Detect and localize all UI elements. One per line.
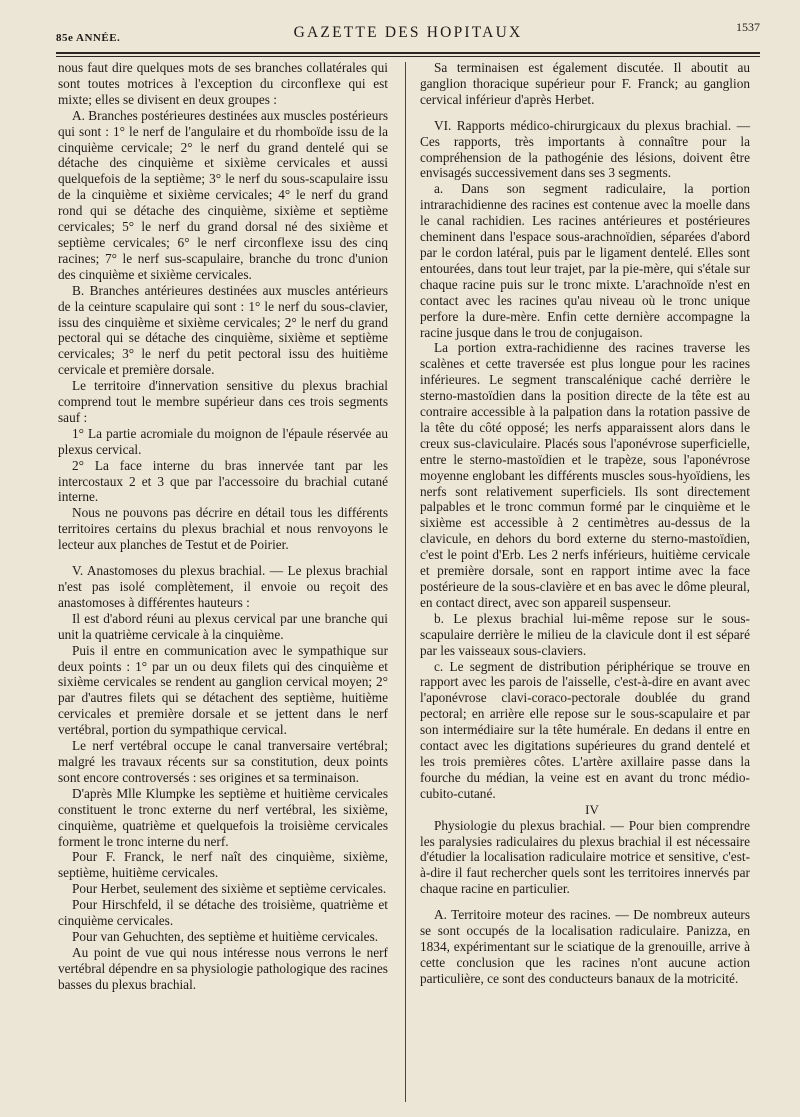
paragraph: 1° La partie acromiale du moignon de l'épaule réservée au plexus cervical.	[58, 425, 388, 457]
paragraph: La portion extra-rachidienne des racines traverse les scalènes et cette traversée est plus longue pour les racines inférieures. Le segment transcalénique caché derrière le sterno-mastoïdien dans la position directe de la tête est au contraire accessible à la palpation dans la rotation passive de la tête du côté opposé; les nerfs apparaissent alors dans le creux sus-claviculaire. Placés sous l'aponévrose superficielle, entre le sterno-mastoïdien et le trapèze, sous l'aponévrose moyenne englobant les différents muscles sous-hyoïdiens, les nerfs sont relativement superficiels. Ils sont directement palpables et le tronc commun formé par le cinquième et le sixième est accessible à 2 centimètres au-dessus de la clavicule, en dehors du bord externe du sterno-mastoïdien, c'est le point d'Erb. Les 2 nerfs inférieurs, huitième cervicale et première dorsale, sont en rapport intime avec la face postérieure de la sous-clavière et en bas avec le dôme pleural, en contact direct, avec son appareil suspenseur.	[420, 340, 750, 610]
left-column	[58, 60, 388, 993]
section-number: IV	[585, 801, 599, 817]
page-number: 1537	[736, 20, 760, 34]
right-column	[420, 60, 750, 987]
paragraph: A. Territoire moteur des racines. — De nombreux auteurs se sont occupés de la localisation radiculaire. Panizza, en 1834, expérimentant sur le sciatique de la grenouille, arrive à cette conclusion que les racines n'ont aucune action particulière, ce sont des conducteurs banaux de la motricité.	[420, 907, 750, 986]
page-header	[56, 18, 760, 52]
paragraph: B. Branches antérieures destinées aux muscles antérieurs de la ceinture scapulaire qui sont : 1° le nerf du sous-clavier, issu des cinquième et sixième cervicales; 2° le nerf du grand pectoral qui se détache des cinquième, sixième et septième cervicales; 3° le nerf du petit pectoral issu des huitième cervicale et première dorsale.	[58, 282, 388, 378]
paragraph: Pour Hirschfeld, il se détache des troisième, quatrième et cinquième cervicales.	[58, 897, 388, 929]
column-divider	[405, 62, 406, 1102]
paragraph: Le nerf vertébral occupe le canal tranversaire vertébral; malgré les travaux récents sur sa constitution, deux points sont encore controversés : ses origines et sa terminaison.	[58, 738, 388, 785]
paragraph: VI. Rapports médico-chirurgicaux du plexus brachial. — Ces rapports, très importants à connaître pour la compréhension de la pathogénie des lésions, doivent être envisagés successivement dans ses 3 segments.	[420, 117, 750, 181]
paragraph: Pour van Gehuchten, des septième et huitième cervicales.	[72, 928, 379, 944]
header-rule	[56, 52, 760, 54]
paragraph: c. Le segment de distribution périphérique se trouve en rapport avec les parois de l'aisselle, c'est-à-dire en avant avec l'aponévrose clavi-coraco-pectorale doublée du grand pectoral; en arrière elle repose sur le sous-scapulaire et par son intermédiaire sur la tête humérale. En dedans il entre en contact avec les digitations supérieures du grand dentelé et les trois premières côtes. L'artère axillaire passe dans la fourche du médian, la veine est en avant du tronc médio-cubito-cutané.	[420, 658, 750, 801]
paragraph: Pour F. Franck, le nerf naît des cinquième, sixième, septième, huitième cervicales.	[58, 849, 388, 881]
paragraph: Le territoire d'innervation sensitive du plexus brachial comprend tout le membre supérieur dans ces trois segments sauf :	[58, 378, 388, 425]
paragraph: Pour Herbet, seulement des sixième et septième cervicales.	[72, 881, 387, 897]
paragraph: A. Branches postérieures destinées aux muscles postérieurs qui sont : 1° le nerf de l'angulaire et du rhomboïde issu de la cinquième cervicale; 2° le nerf du grand dentelé qui se détache des cinquième et sixième cervicales et aussi quelquefois de la septième; 3° le nerf du sous-scapulaire issu de la cinquième et sixième cervicales; 4° le nerf du grand rond qui se détache des cinquième, sixième et septième cervicales; 5° le nerf du grand dorsal né des sixième et septième cervicales; 6° le nerf circonflexe issu des cinq racines; 7° le nerf sus-scapulaire, branche du tronc d'union des cinquième et sixième cervicales.	[58, 107, 388, 282]
edition-year: 85e ANNÉE.	[56, 32, 121, 44]
paragraph: 2° La face interne du bras innervée tant par les intercostaux 2 et 3 que par l'accessoire du brachial cutané interne.	[58, 457, 388, 505]
header-rule-thin	[56, 56, 760, 57]
paragraph: V. Anastomoses du plexus brachial. — Le plexus brachial n'est pas isolé complètement, il envoie ou reçoit des anastomoses à différentes hauteurs :	[58, 563, 388, 610]
paragraph: b. Le plexus brachial lui-même repose sur le sous-scapulaire derrière le milieu de la clavicule dont il est séparé par les vaisseaux sous-claviers.	[420, 610, 750, 658]
paragraph: Nous ne pouvons pas décrire en détail tous les différents territoires certains du plexus brachial et nous renvoyons le lecteur aux planches de Testut et de Poirier.	[58, 505, 388, 553]
paragraph: D'après Mlle Klumpke les septième et huitième cervicales constituent le tronc externe du nerf vertébral, les sixième, cinquième, quatrième et quelquefois la troisième cervicales forment le tronc interne du nerf.	[58, 785, 388, 849]
paragraph: Sa terminaisen est également discutée. Il aboutit au ganglion thoracique supérieur pour F. Franck; au ganglion cervical inférieur d'après Herbet.	[420, 60, 750, 107]
paragraph: Au point de vue qui nous intéresse nous verrons le nerf vertébral dépendre en sa physiologie pathologique des racines basses du plexus brachial.	[58, 944, 388, 992]
paragraph: Puis il entre en communication avec le sympathique sur deux points : 1° par un ou deux filets qui des cinquième et sixième cervicales se rendent au ganglion cervical moyen; 2° par d'autres filets qui se détachent des septième, huitième cervicales et première dorsale et se jettent dans le nerf vertébral, portion du sympathique cervical.	[58, 642, 388, 738]
paragraph: Il est d'abord réuni au plexus cervical par une branche qui unit la quatrième cervicale à la cinquième.	[58, 610, 388, 642]
paragraph: a. Dans son segment radiculaire, la portion intrarachidienne des racines est contenue avec la moelle dans le canal rachidien. Les racines antérieures et postérieures cheminent dans l'espace sous-arachnoïdien, séparées d'abord par le cordon latéral, puis par le ligament dentelé. Elles sont entourées, dans tout leur trajet, par la pie-mère, qui s'étale sur chaque racine puis sur le tronc mixte. L'arachnoïde n'est en contact avec les racines qu'au niveau où le tronc unique perfore la dure-mère. Enfin cette dernière accompagne la racine jusque dans le trou de conjugaison.	[420, 181, 750, 340]
paragraph: nous faut dire quelques mots de ses branches collatérales qui sont toutes motrices à l'exception du circonflexe qui est mixte; elles se divisent en deux groupes :	[58, 60, 388, 107]
journal-title: GAZETTE DES HOPITAUX	[293, 24, 523, 41]
paragraph: Physiologie du plexus brachial. — Pour bien comprendre les paralysies radiculaires du plexus brachial il est nécessaire d'étudier la localisation radiculaire motrice et sensitive, c'est-à-dire il faut rechercher quels sont les territoires innervés par chaque racine en particulier.	[420, 817, 750, 897]
